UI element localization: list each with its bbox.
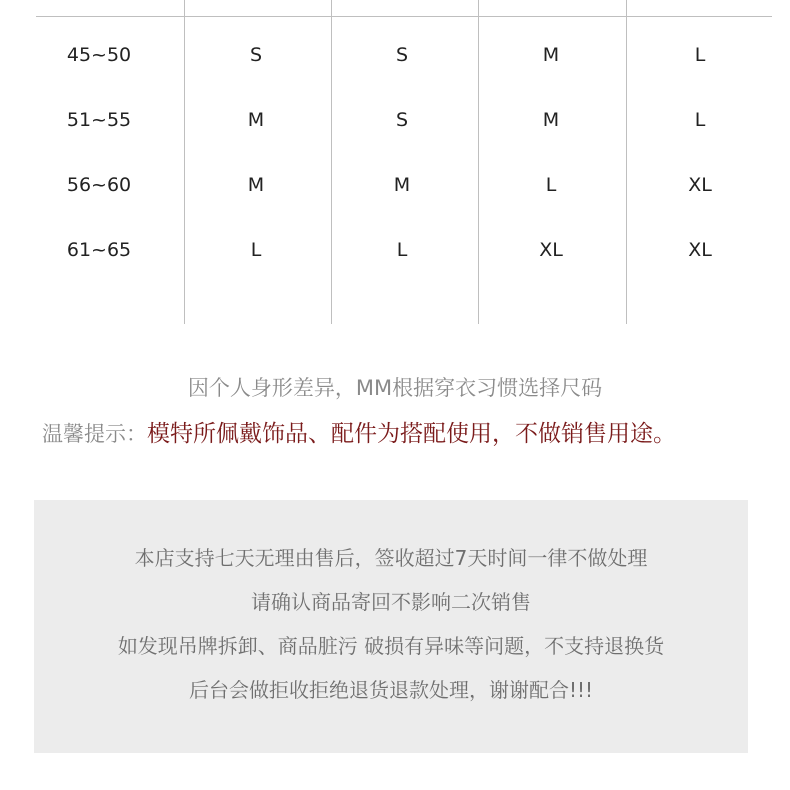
size-cell: S [395, 109, 409, 131]
size-cell: S [395, 44, 409, 66]
warm-tip-label: 温馨提示： [42, 422, 147, 446]
warm-tip-text: 模特所佩戴饰品、配件为搭配使用，不做销售用途。 [147, 421, 676, 447]
size-cell: L [694, 44, 706, 66]
warm-tip [42, 419, 782, 449]
table-row [36, 40, 772, 70]
size-cell: XL [688, 239, 712, 261]
weight-range-cell: 51~55 [66, 109, 132, 131]
size-cell: M [542, 44, 560, 66]
size-chart-table [36, 0, 772, 324]
table-top-divider [36, 16, 772, 17]
weight-range-cell: 56~60 [66, 174, 132, 196]
size-cell: L [694, 109, 706, 131]
size-cell: XL [688, 174, 712, 196]
size-cell: L [545, 174, 557, 196]
policy-line: 本店支持七天无理由售后，签收超过7天时间一律不做处理 [134, 546, 648, 570]
size-cell: M [542, 109, 560, 131]
weight-range-cell: 45~50 [66, 44, 132, 66]
table-row [36, 170, 772, 200]
size-selection-note: 因个人身形差异，MM根据穿衣习惯选择尺码 [187, 376, 603, 400]
table-row [36, 105, 772, 135]
size-cell: XL [539, 239, 563, 261]
after-sales-policy-box [34, 500, 748, 753]
size-cell: M [247, 109, 265, 131]
weight-range-cell: 61~65 [66, 239, 132, 261]
policy-line: 后台会做拒收拒绝退货退款处理，谢谢配合!!! [188, 678, 594, 702]
policy-line: 如发现吊牌拆卸、商品脏污 破损有异味等问题，不支持退换货 [117, 634, 665, 658]
table-row [36, 235, 772, 265]
size-cell: M [247, 174, 265, 196]
size-cell: L [396, 239, 408, 261]
policy-line: 请确认商品寄回不影响二次销售 [251, 590, 531, 614]
size-cell: S [249, 44, 263, 66]
size-cell: M [393, 174, 411, 196]
size-cell: L [250, 239, 262, 261]
